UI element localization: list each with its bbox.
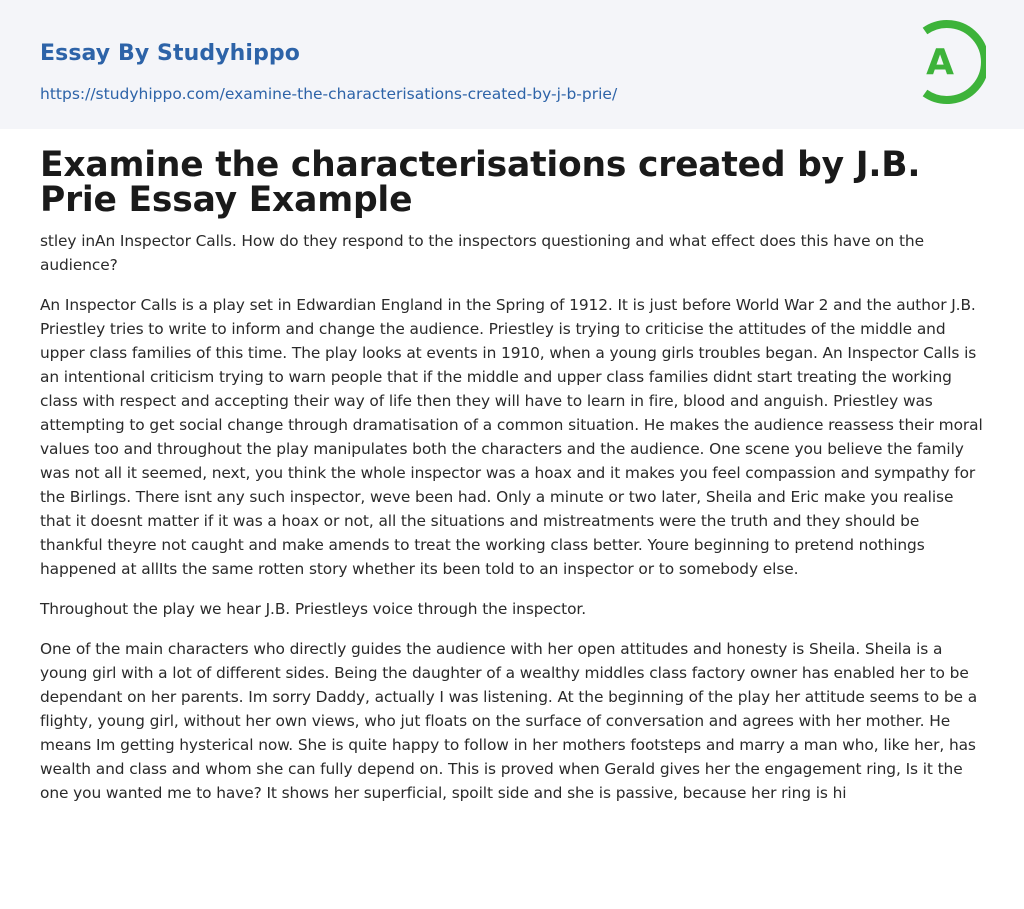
essay-paragraph: An Inspector Calls is a play set in Edwardian England in the Spring of 1912. It is just before World War 2 and the author J.B. Priestley tries to write to inform and change the audience. Priestley is trying to criticise the attitudes of the middle and upper class families of this time. The play looks at events in 1910, when a young girls troubles began. An Inspector Calls is an intentional criticism trying to warn people that if the middle and upper class families didnt start treating the working class with respect and accepting their way of life then they will have to learn in fire, blood and anguish. Priestley was attempting to get social change through dramatisation of a common situation. He makes the audience reassess their moral values too and throughout the play manipulates both the characters and the audience. One scene you believe the family was not all it seemed, next, you think the whole inspector was a hoax and it makes you feel compassion and sympathy for the Birlings. There isnt any such inspector, weve been had. Only a minute or two later, Sheila and Eric make you realise that it doesnt matter if it was a hoax or not, all the situations and mistreatments were the truth and they should be thankful theyre not caught and make amends to treat the working class better. Youre beginning to pretend nothings happened at allIts the same rotten story whether its been told to an inspector or to somebody else. <box>40 296 983 578</box>
essay-paragraph: stley inAn Inspector Calls. How do they respond to the inspectors questioning and what effect does this have on the audience? <box>40 232 924 274</box>
essay-title: Examine the characterisations created by J.B. Prie Essay Example <box>40 145 921 220</box>
essay-body <box>40 229 985 821</box>
essay-paragraph: Throughout the play we hear J.B. Priestleys voice through the inspector. <box>40 600 587 618</box>
logo-letter: A <box>926 42 954 83</box>
brand-title[interactable]: Essay By Studyhippo <box>40 41 300 66</box>
essay-paragraph: One of the main characters who directly guides the audience with her open attitudes and honesty is Sheila. Sheila is a young girl with a lot of different sides. Being the daughter of a wealthy middles class factory owner has enabled her to be dependant on her parents. Im sorry Daddy, actually I was listening. At the beginning of the play her attitude seems to be a flighty, young girl, without her own views, who jut floats on the surface of conversation and agrees with her mother. He means Im getting hysterical now. She is quite happy to follow in her mothers footsteps and marry a man who, like her, has wealth and class and whom she can fully depend on. This is proved when Gerald gives her the engagement ring, Is it the one you wanted me to have? It shows her superficial, spoilt side and she is passive, because her ring is hi <box>40 640 978 802</box>
source-url-link[interactable]: https://studyhippo.com/examine-the-characterisations-created-by-j-b-prie/ <box>40 85 618 103</box>
